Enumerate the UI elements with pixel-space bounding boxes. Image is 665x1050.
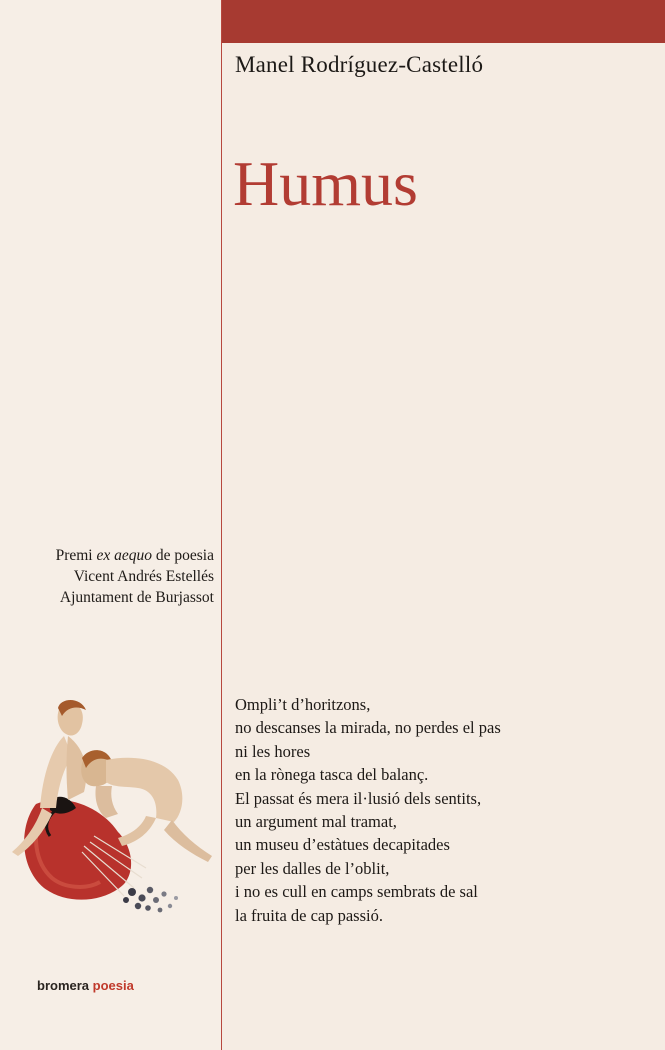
poem-line: Ompli’t d’horitzons,: [235, 695, 371, 714]
author-name: Manel Rodríguez-Castelló: [235, 52, 484, 77]
publisher-logo: [37, 978, 134, 993]
poem-line: un museu d’estàtues decapitades: [235, 835, 450, 855]
poem-line: un argument mal tramat,: [235, 812, 397, 832]
prize-line-1-start: Premi: [55, 547, 97, 564]
poem-line: El passat és mera il·lusió dels sentits,: [235, 788, 482, 808]
prize-line-1: [56, 545, 214, 566]
painting-illustration: [6, 696, 221, 921]
prize-line-1-italic: ex aequo: [96, 547, 153, 564]
poem-line: en la rònega tasca del balanç.: [235, 765, 429, 785]
publisher-series: poesia: [92, 978, 134, 993]
vertical-divider-line: [221, 0, 222, 1050]
prize-line-3: Ajuntament de Burjassot: [59, 589, 214, 606]
publisher-name: bromera: [37, 978, 90, 993]
top-red-band: [222, 0, 665, 43]
book-title: Humus: [233, 148, 418, 219]
prize-line-1-end: de poesia: [152, 547, 214, 564]
prize-text: [56, 545, 214, 608]
poem-line: la fruita de cap passió.: [235, 905, 383, 925]
poem-line: per les dalles de l’oblit,: [235, 858, 390, 878]
prize-line-2: Vicent Andrés Estellés: [73, 568, 214, 585]
poem-line: no descanses la mirada, no perdes el pas: [235, 718, 501, 738]
poem-line: i no es cull en camps sembrats de sal: [235, 882, 478, 902]
poem: [235, 693, 501, 927]
poem-line: ni les hores: [235, 741, 311, 761]
